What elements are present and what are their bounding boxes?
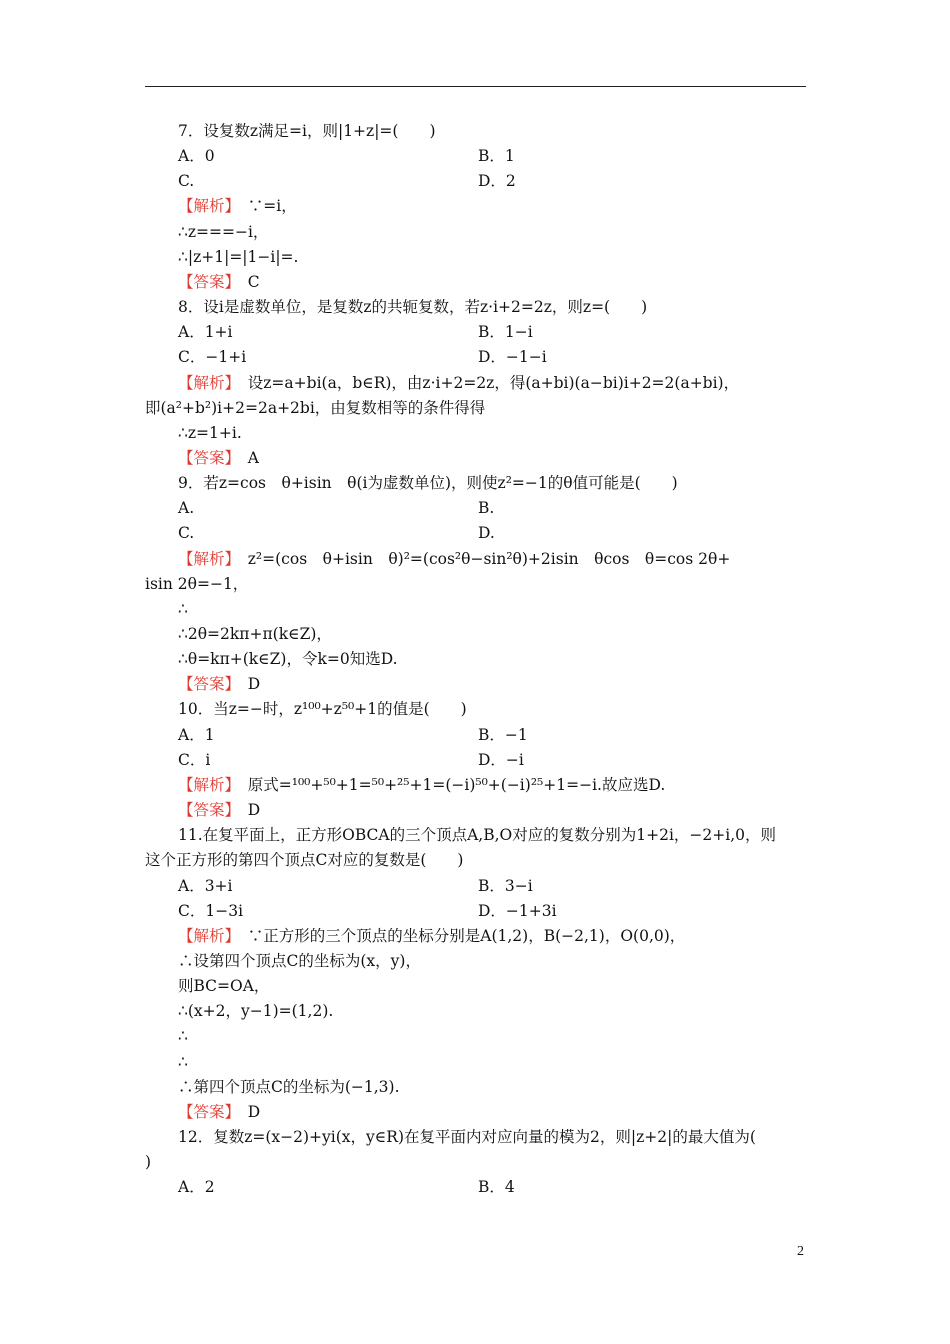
option-left: C．−1+i — [178, 348, 247, 366]
line-text: D — [232, 801, 261, 819]
section-tag: 【答案】 — [178, 801, 233, 819]
option-left: A．0 — [178, 147, 215, 165]
line-text: ∵正方形的三个顶点的坐标分别是A(1,2)，B(−2,1)，O(0,0)， — [232, 927, 686, 945]
option-left: C. — [178, 172, 195, 190]
text-line: 12．复数z=(x−2)+yi(x，y∈R)在复平面内对应向量的模为2，则|z+2|的最大值为( — [178, 1128, 756, 1146]
section-tag: 【答案】 — [178, 273, 233, 291]
option-left: A．3+i — [178, 877, 233, 895]
page-number: 2 — [797, 1244, 804, 1259]
option-right: D．−1−i — [478, 348, 547, 366]
section-tag: 【答案】 — [178, 1103, 233, 1121]
answer-line — [178, 672, 260, 696]
section-tag: 【解析】 — [178, 776, 233, 794]
text-line: ∴z=1+i. — [178, 424, 242, 442]
section-tag: 【解析】 — [178, 550, 233, 568]
text-line: 7．设复数z满足=i，则|1+z|=( ) — [178, 122, 436, 140]
line-text: C — [232, 273, 260, 291]
option-left: A．1+i — [178, 323, 233, 341]
section-tag: 【解析】 — [178, 927, 233, 945]
option-right: D．−i — [478, 751, 524, 769]
answer-line — [178, 194, 297, 218]
text-line: ∴|z+1|=|1−i|=. — [178, 248, 299, 266]
answer-line — [178, 924, 685, 948]
text-line: ) — [145, 1153, 152, 1171]
text-line: ∴ — [178, 1053, 188, 1071]
text-line: ∴z===−i， — [178, 223, 269, 241]
option-left: A. — [178, 499, 195, 517]
line-text: A — [232, 449, 259, 467]
text-line: ∴(x+2，y−1)=(1,2). — [178, 1002, 334, 1020]
line-text: D — [232, 1103, 261, 1121]
answer-line — [178, 270, 260, 294]
text-line: 11.在复平面上，正方形OBCA的三个顶点A,B,O对应的复数分别为1+2i，−2+i,0，则 — [178, 826, 776, 844]
answer-line — [178, 773, 665, 797]
answer-line — [178, 798, 260, 822]
line-text: 原式=¹⁰⁰+⁵⁰+1=⁵⁰+²⁵+1=(−i)⁵⁰+(−i)²⁵+1=−i.故应选D. — [232, 776, 666, 794]
option-left: C．i — [178, 751, 211, 769]
text-line: 则BC=OA， — [178, 977, 270, 995]
option-left: C．1−3i — [178, 902, 244, 920]
option-left: A．1 — [178, 726, 215, 744]
option-right: B．1−i — [478, 323, 533, 341]
line-text: ∵=i， — [232, 197, 297, 215]
section-tag: 【答案】 — [178, 675, 233, 693]
line-text: D — [232, 675, 261, 693]
text-line: 8．设i是虚数单位，是复数z的共轭复数，若z·i+2=2z，则z=( ) — [178, 298, 648, 316]
line-text: 设z=a+bi(a，b∈R)，由z·i+2=2z，得(a+bi)(a−bi)i+2=2(a+bi)， — [232, 374, 740, 392]
text-line: 10．当z=−时，z¹⁰⁰+z⁵⁰+1的值是( ) — [178, 700, 467, 718]
answer-line — [178, 446, 259, 470]
header-rule — [145, 86, 806, 87]
option-right: B．3−i — [478, 877, 533, 895]
text-line: 即(a²+b²)i+2=2a+2bi，由复数相等的条件得得 — [145, 399, 486, 417]
option-right: B．4 — [478, 1178, 515, 1196]
text-line: ∴2θ=2kπ+π(k∈Z)， — [178, 625, 332, 643]
section-tag: 【解析】 — [178, 197, 233, 215]
text-line: isin 2θ=−1， — [145, 575, 249, 593]
answer-line — [178, 1100, 260, 1124]
text-line: ∴第四个顶点C的坐标为(−1,3). — [178, 1078, 400, 1096]
option-left: C. — [178, 524, 195, 542]
line-text: z²=(cos θ+isin θ)²=(cos²θ−sin²θ)+2isin θcos θ=cos 2θ+ — [232, 550, 731, 568]
text-line: ∴ — [178, 600, 188, 618]
text-line: ∴ — [178, 1027, 188, 1045]
section-tag: 【答案】 — [178, 449, 233, 467]
text-line: ∴θ=kπ+(k∈Z)，令k=0知选D. — [178, 650, 398, 668]
option-right: B. — [478, 499, 495, 517]
text-line: 9．若z=cos θ+isin θ(i为虚数单位)，则使z²=−1的θ值可能是( ) — [178, 474, 678, 492]
section-tag: 【解析】 — [178, 374, 233, 392]
answer-line — [178, 547, 730, 571]
option-left: A．2 — [178, 1178, 215, 1196]
option-right: B．1 — [478, 147, 515, 165]
option-right: D. — [478, 524, 495, 542]
option-right: D．−1+3i — [478, 902, 557, 920]
option-right: D．2 — [478, 172, 516, 190]
option-right: B．−1 — [478, 726, 528, 744]
answer-line — [178, 371, 739, 395]
text-line: 这个正方形的第四个顶点C对应的复数是( ) — [145, 851, 464, 869]
text-line: ∴设第四个顶点C的坐标为(x，y)， — [178, 952, 421, 970]
